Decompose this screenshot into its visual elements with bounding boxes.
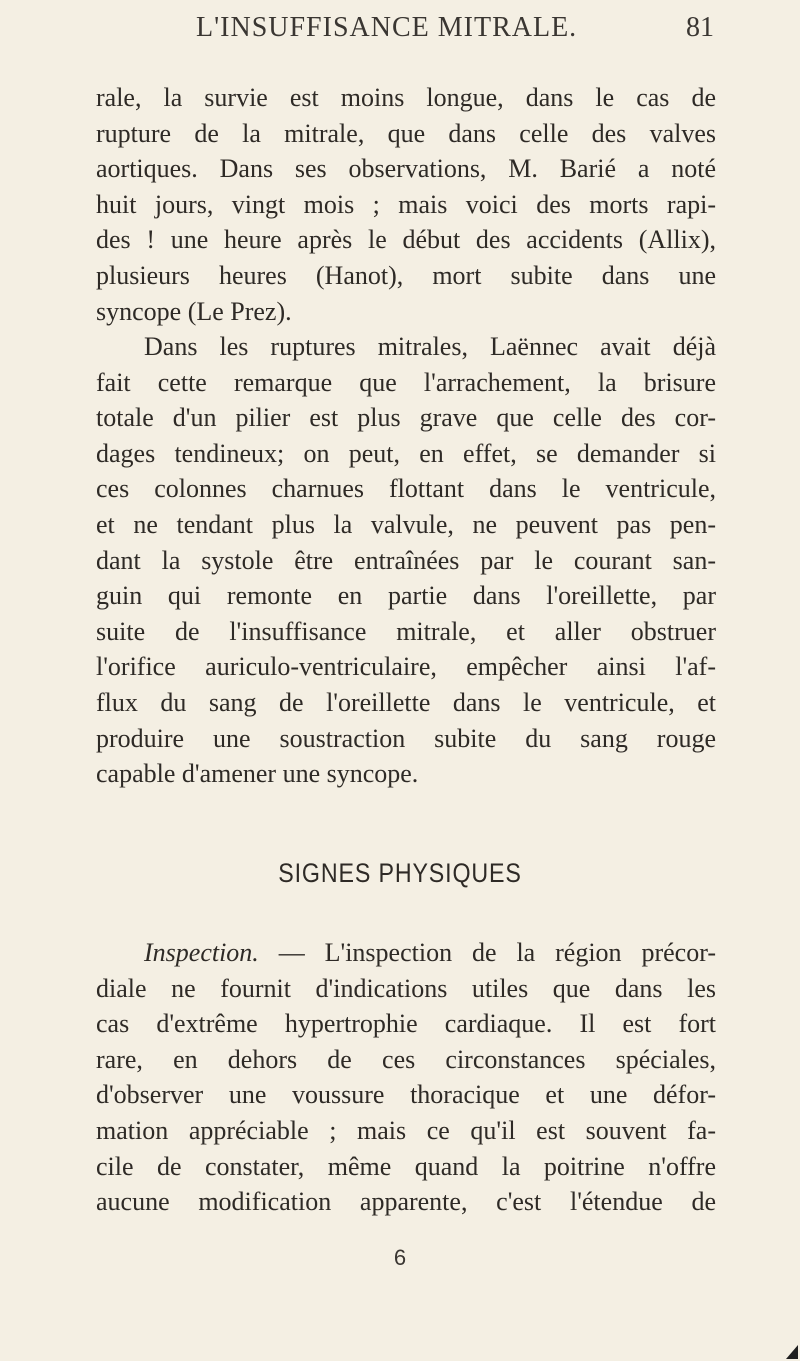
inspection-lead: Inspection. [144,938,259,967]
text-line: mation appréciable ; mais ce qu'il est souvent fa- [96,1115,716,1145]
page-number: 81 [686,12,714,43]
running-title: L'INSUFFISANCE MITRALE. [196,12,578,43]
text-line: ces colonnes charnues flottant dans le ventricule, [96,474,716,504]
text-line: l'orifice auriculo-ventriculaire, empêcher ainsi l'af- [96,652,716,682]
text-line: rale, la survie est moins longue, dans le cas de [96,83,716,112]
text-line: capable d'amener une syncope. [96,759,419,789]
text-line: aucune modification apparente, c'est l'étendue de [96,1187,716,1217]
paragraph-3 [96,935,716,1220]
text-line: et ne tendant plus la valvule, ne peuvent pas pen- [96,509,716,539]
text-line: dages tendineux; on peut, en effet, se demander si [96,438,716,468]
text-line: Dans les ruptures mitrales, Laënnec avait déjà [144,332,716,361]
text-line: totale d'un pilier est plus grave que celle des cor- [96,403,716,433]
paragraph-1 [96,80,716,329]
text-line: syncope (Le Prez). [96,296,292,326]
text-line: aortiques. Dans ses observations, M. Barié a noté [96,154,716,184]
text-line: rupture de la mitrale, que dans celle des valves [96,118,716,148]
text-line: des ! une heure après le début des accidents (Allix), [96,225,716,255]
text-line: flux du sang de l'oreillette dans le ventricule, et [96,687,716,717]
section-heading: SIGNES PHYSIQUES [278,858,522,888]
text-line: produire une soustraction subite du sang rouge [96,723,716,753]
text-line: guin qui remonte en partie dans l'oreillette, par [96,581,716,611]
text-line: suite de l'insuffisance mitrale, et aller obstruer [96,616,716,646]
text-line: cile de constater, même quand la poitrine n'offre [96,1151,716,1181]
text-line: fait cette remarque que l'arrachement, la brisure [96,367,716,397]
paragraph-2 [96,329,716,792]
text-line: dant la systole être entraînées par le courant san- [96,545,716,575]
text-line [96,935,716,971]
text-line: rare, en dehors de ces circonstances spéciales, [96,1044,716,1074]
text-line: huit jours, vingt mois ; mais voici des morts rapi- [96,189,716,219]
running-head [96,12,714,52]
signature-mark: 6 [393,1245,407,1270]
text-line: d'observer une voussure thoracique et une défor- [96,1080,716,1110]
text-line: cas d'extrême hypertrophie cardiaque. Il est fort [96,1009,716,1039]
text-line: diale ne fournit d'indications utiles que dans les [96,973,716,1003]
text-line: plusieurs heures (Hanot), mort subite dans une [96,260,716,290]
text-run: — L'inspection de la région précor- [258,938,716,967]
page-corner-mark [786,1345,798,1359]
